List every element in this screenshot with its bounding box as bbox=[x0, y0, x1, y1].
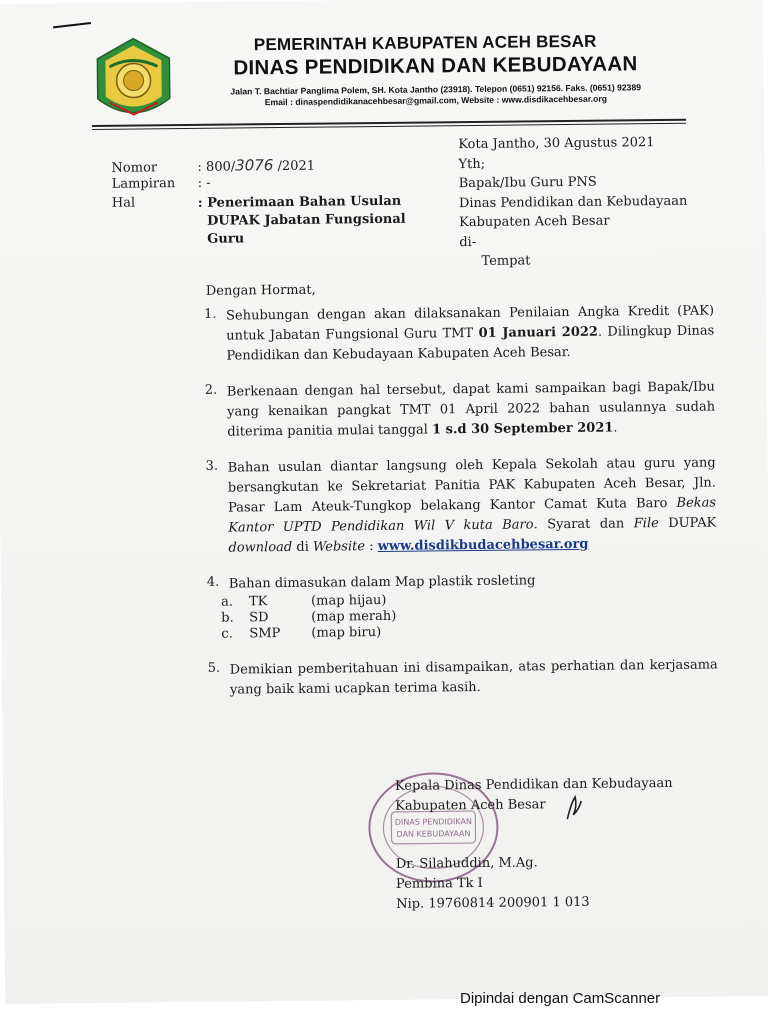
paragraph-2: 2. Berkenaan dengan hal tersebut, dapat kami sampaikan bagi Bapak/Ibu yang kenaikan pangkat TMT 01 April 2022 bahan usulannya sudah diterima panitia mulai tanggal 1 s.d 30 September 2021. bbox=[204, 379, 716, 440]
aceh-besar-logo-icon bbox=[95, 36, 172, 125]
paragraph-4: 4. Bahan dimasukan dalam Map plastik rosleting a. TK (map hijau) b. SD (map merah) c. SMP (map biru) bbox=[207, 569, 718, 642]
scan-mark bbox=[53, 22, 91, 28]
yth: Yth; bbox=[458, 156, 486, 172]
hal-label: Hal bbox=[111, 195, 136, 211]
letterhead bbox=[195, 31, 676, 108]
list-item: c. SMP (map biru) bbox=[221, 624, 382, 642]
hal-value: : Penerimaan Bahan Usulan DUPAK Jabatan Fungsional Guru bbox=[197, 193, 406, 247]
letterhead-agency: DINAS PENDIDIKAN DAN KEBUDAYAAN bbox=[233, 52, 638, 80]
lampiran-value: : - bbox=[197, 175, 211, 191]
nomor-handwritten: 3076 bbox=[235, 156, 274, 175]
svg-text:DAN KEBUDAYAAN: DAN KEBUDAYAAN bbox=[396, 829, 471, 839]
website-link[interactable]: www.disdikbudacehbesar.org bbox=[377, 536, 589, 555]
recipient-line1: Bapak/Ibu Guru PNS bbox=[458, 174, 597, 192]
list-item: b. SD (map merah) bbox=[221, 608, 397, 626]
signatory-title1: Kepala Dinas Pendidikan dan Kebudayaan bbox=[394, 775, 673, 794]
svg-text:DINAS PENDIDIKAN: DINAS PENDIDIKAN bbox=[394, 817, 472, 827]
letterhead-address: Jalan T. Bachtiar Panglima Polem, SH. Kota Jantho (23918). Telepon (0651) 92156. Faks. (0651) 92389 bbox=[230, 82, 642, 97]
paragraph-1: 1. Sehubungan dengan akan dilaksanakan Penilaian Angka Kredit (PAK) untuk Jabatan Fungsional Guru TMT 01 Januari 2022. Dilingkup Dinas Pendidikan dan Kebudayaan Kabupaten Aceh Besar. bbox=[203, 303, 715, 364]
letterhead-government: PEMERINTAH KABUPATEN ACEH BESAR bbox=[253, 31, 597, 55]
signature-block bbox=[395, 774, 674, 915]
paragraph-5: 5. Demikian pemberitahuan ini disampaikan, atas perhatian dan kerjasama yang baik kami ucapkan terima kasih. bbox=[207, 657, 718, 698]
lampiran-label: Lampiran bbox=[111, 176, 176, 192]
signatory-name: Dr. Silahuddin, M.Ag. bbox=[395, 855, 538, 872]
paraf-signature-icon bbox=[563, 793, 585, 823]
recipient-line3: Kabupaten Aceh Besar bbox=[459, 213, 610, 231]
recipient-di: di- bbox=[459, 234, 477, 250]
signatory-rank: Pembina Tk I bbox=[395, 875, 483, 892]
letterhead-email: Email : dinaspendidikanacehbesar@gmail.com, Website : www.disdikacehbesar.org bbox=[264, 93, 607, 108]
letter-meta bbox=[111, 154, 438, 249]
recipient-line2: Dinas Pendidikan dan Kebudayaan bbox=[458, 193, 688, 211]
letter-body bbox=[204, 301, 718, 716]
camscanner-footer: Dipindai dengan CamScanner bbox=[460, 990, 661, 1007]
list-item: a. TK (map hijau) bbox=[220, 592, 387, 610]
nomor-value: : 800/3076 /2021 bbox=[197, 156, 316, 175]
hal-row bbox=[112, 192, 439, 249]
nomor-label: Nomor bbox=[111, 160, 158, 176]
salutation: Dengan Hormat, bbox=[205, 282, 316, 299]
signatory-title2: Kabupaten Aceh Besar bbox=[395, 797, 546, 814]
recipient-block bbox=[458, 133, 688, 272]
signatory-nip: Nip. 19760814 200901 1 013 bbox=[396, 894, 590, 912]
letter-date: Kota Jantho, 30 Agustus 2021 bbox=[458, 135, 655, 153]
paragraph-3: 3. Bahan usulan diantar langsung oleh Kepala Sekolah atau guru yang bersangkutan ke Sekretariat Panitia PAK Kabupaten Aceh Besar, Jln. Pasar Lam Ateuk-Tungkop belakang Kantor Camat Kuta Baro Bekas Kantor UPTD Pendidikan Wil V kuta Baro. Syarat dan File DUPAK download di Website : www.disdikbudacehbesar.org bbox=[205, 455, 717, 556]
recipient-tempat: Tempat bbox=[481, 253, 531, 269]
